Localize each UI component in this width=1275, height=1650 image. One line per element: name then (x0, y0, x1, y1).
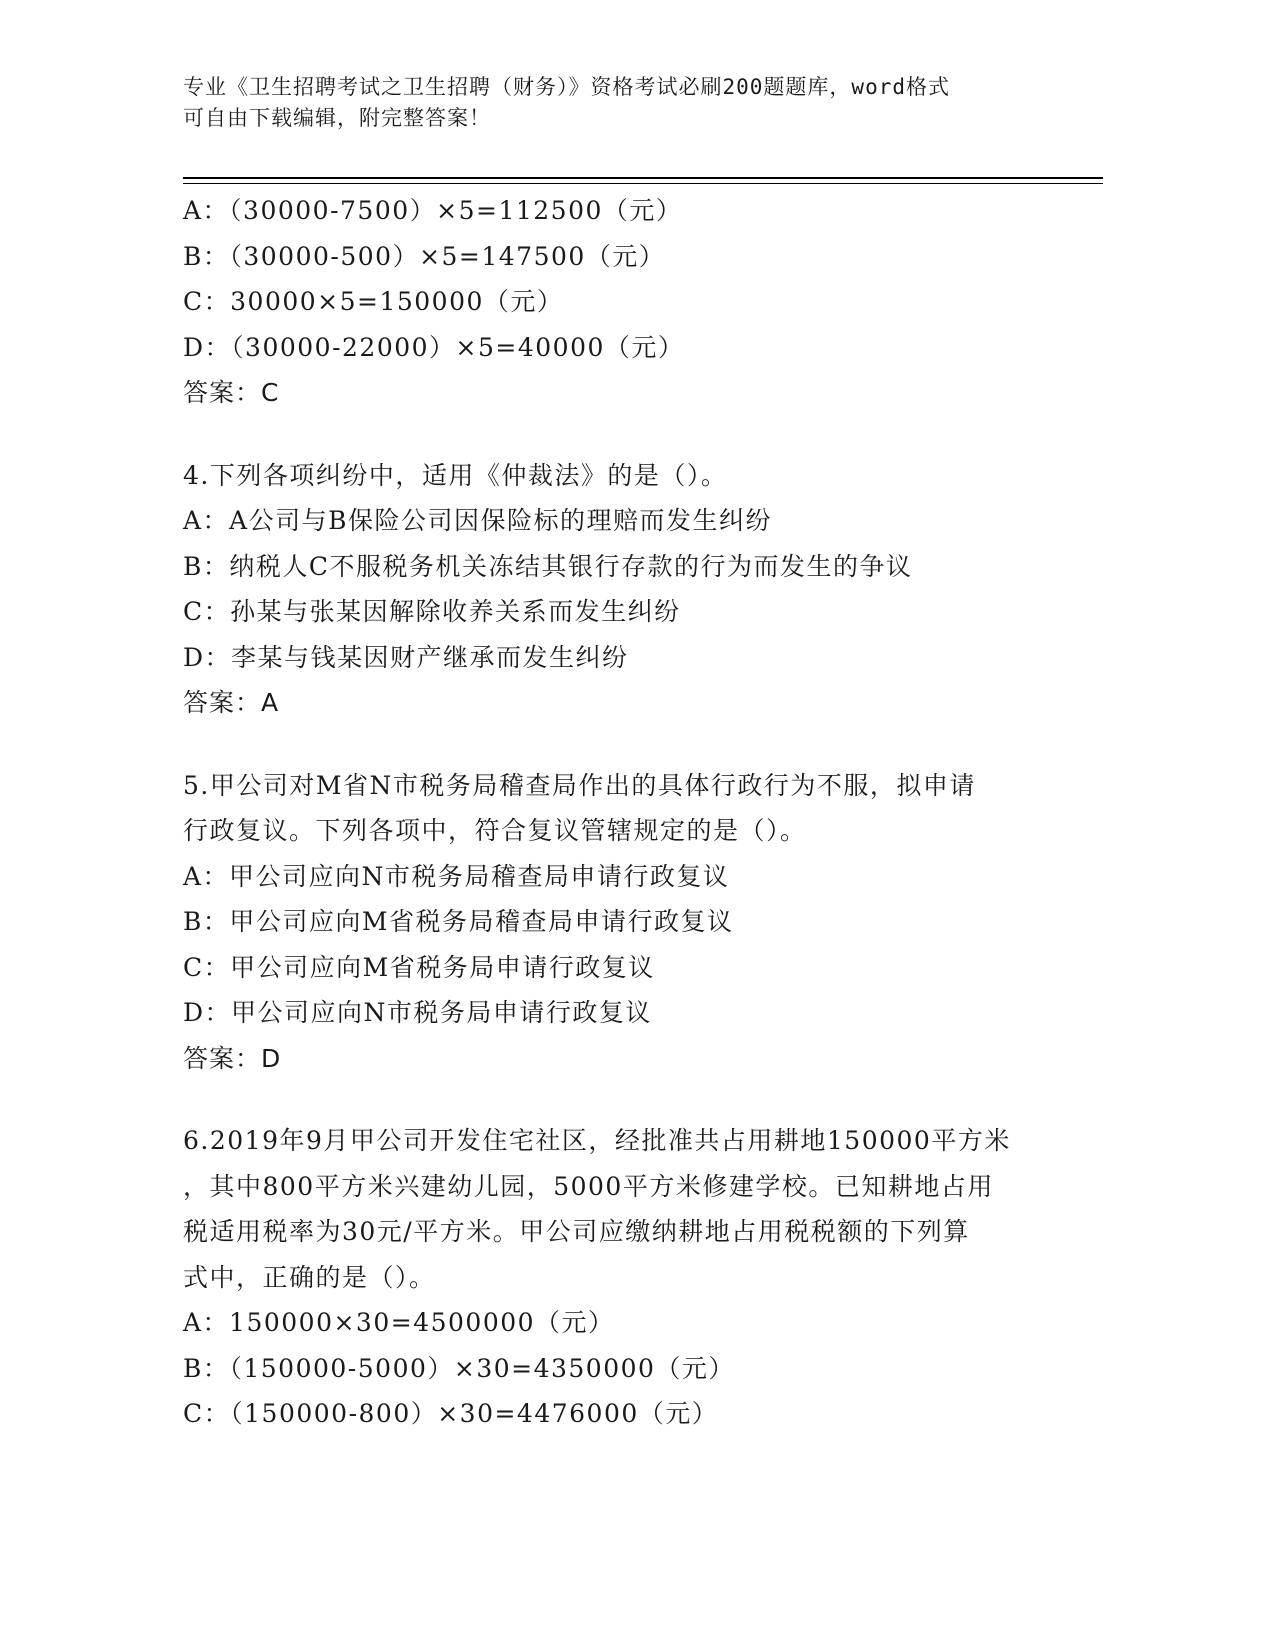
q5-option-c: C：甲公司应向M省税务局申请行政复议 (183, 952, 655, 982)
spacer (183, 1081, 1063, 1118)
q5-option-d: D：甲公司应向N市税务局申请行政复议 (183, 998, 652, 1027)
q5-option-b: B：甲公司应向M省税务局稽查局申请行政复议 (183, 907, 734, 936)
q6-stem-line-3: 税适用税率为30元/平方米。甲公司应缴纳耕地占用税税额的下列算 (183, 1217, 970, 1246)
header-line-1: 专业《卫生招聘考试之卫生招聘（财务）》资格考试必刷200题题库，word格式 (183, 75, 950, 99)
q3-option-d: D：（30000-22000）×5=40000（元） (183, 332, 685, 362)
q6-stem-line-1: 6.2019年9月甲公司开发住宅社区，经批准共占用耕地150000平方米 (183, 1126, 1011, 1155)
q6-option-b: B：（150000-5000）×30=4350000（元） (183, 1353, 735, 1383)
q3-answer: 答案：C (183, 378, 280, 407)
question-list (183, 188, 1063, 1437)
question-5 (183, 763, 1063, 1082)
question-3 (183, 188, 1063, 416)
header-line-2: 可自由下载编辑，附完整答案！ (183, 106, 491, 130)
q4-answer: 答案：A (183, 688, 280, 717)
q4-option-c: C：孙某与张某因解除收养关系而发生纠纷 (183, 597, 681, 626)
spacer (183, 726, 1063, 763)
q3-option-b: B：（30000-500）×5=147500（元） (183, 241, 666, 271)
q6-option-a: A：150000×30=4500000（元） (183, 1308, 615, 1337)
q5-answer: 答案：D (183, 1043, 282, 1073)
q6-option-c: C：（150000-800）×30=4476000（元） (183, 1399, 719, 1428)
q6-stem-line-4: 式中，正确的是（）。 (183, 1262, 436, 1292)
q4-option-b: B：纳税人C不服税务机关冻结其银行存款的行为而发生的争议 (183, 551, 913, 581)
question-4 (183, 453, 1063, 726)
header-divider-thick (183, 177, 1103, 179)
q3-option-a: A：（30000-7500）×5=112500（元） (183, 196, 683, 225)
q5-option-a: A：甲公司应向N市税务局稽查局申请行政复议 (183, 861, 730, 891)
q6-stem-line-2: ，其中800平方米兴建幼儿园，5000平方米修建学校。已知耕地占用 (183, 1171, 994, 1201)
q4-stem: 4.下列各项纠纷中，适用《仲裁法》的是（）。 (183, 460, 728, 490)
q4-option-d: D：李某与钱某因财产继承而发生纠纷 (183, 642, 629, 672)
spacer (183, 416, 1063, 453)
question-6 (183, 1118, 1063, 1437)
q4-option-a: A：A公司与B保险公司因保险标的理赔而发生纠纷 (183, 506, 772, 535)
header-divider-thin (183, 183, 1103, 184)
document-header (183, 72, 1063, 134)
q5-stem-line-1: 5.甲公司对M省N市税务局稽查局作出的具体行政行为不服，拟申请 (183, 770, 976, 800)
q3-option-c: C：30000×5=150000（元） (183, 287, 564, 316)
q5-stem-line-2: 行政复议。下列各项中，符合复议管辖规定的是（）。 (183, 816, 807, 845)
